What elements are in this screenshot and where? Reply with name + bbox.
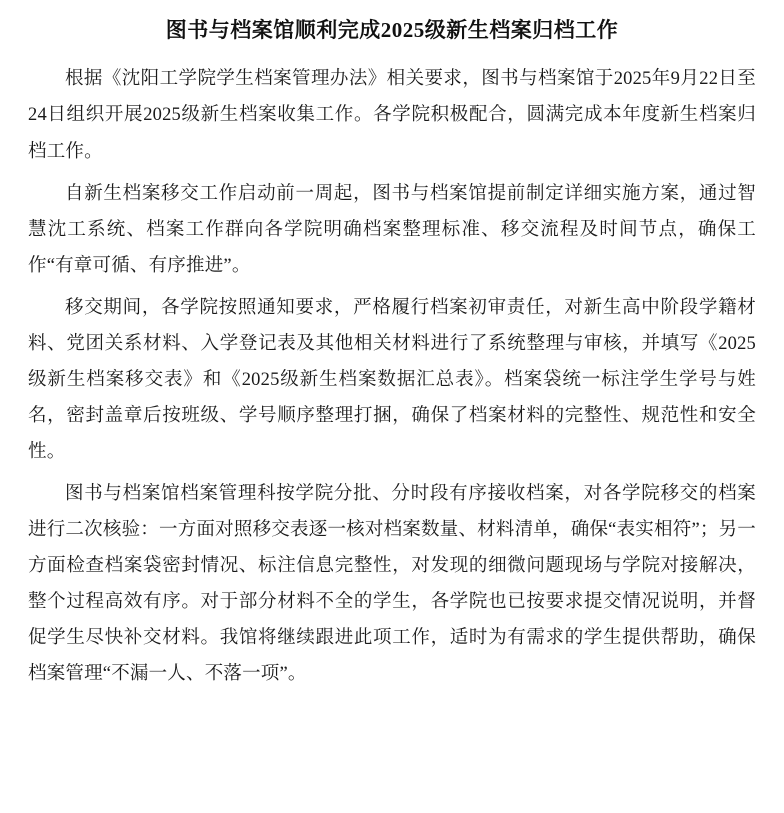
paragraph-4: 图书与档案馆档案管理科按学院分批、分时段有序接收档案，对各学院移交的档案进行二次核验：一方面对照移交表逐一核对档案数量、材料清单，确保“表实相符”；另一方面检查档案袋密封情况、标注信息完整性，对发现的细微问题现场与学院对接解决，整个过程高效有序。对于部分材料不全的学生，各学院也已按要求提交情况说明，并督促学生尽快补交材料。我馆将继续跟进此项工作，适时为有需求的学生提供帮助，确保档案管理“不漏一人、不落一项”。 bbox=[28, 484, 756, 685]
paragraph-2: 自新生档案移交工作启动前一周起，图书与档案馆提前制定详细实施方案，通过智慧沈工系统、档案工作群向各学院明确档案整理标准、移交流程及时间节点，确保工作“有章可循、有序推进”。 bbox=[28, 183, 756, 276]
page-title: 图书与档案馆顺利完成2025级新生档案归档工作 bbox=[165, 18, 619, 42]
paragraph-3: 移交期间，各学院按照通知要求，严格履行档案初审责任，对新生高中阶段学籍材料、党团关系材料、入学登记表及其他相关材料进行了系统整理与审核，并填写《2025级新生档案移交表》和《2025级新生档案数据汇总表》。档案袋统一标注学生学号与姓名，密封盖章后按班级、学号顺序整理打捆，确保了档案材料的完整性、规范性和安全性。 bbox=[28, 297, 756, 463]
paragraph-1: 根据《沈阳工学院学生档案管理办法》相关要求，图书与档案馆于2025年9月22日至24日组织开展2025级新生档案收集工作。各学院积极配合，圆满完成本年度新生档案归档工作。 bbox=[28, 69, 756, 162]
